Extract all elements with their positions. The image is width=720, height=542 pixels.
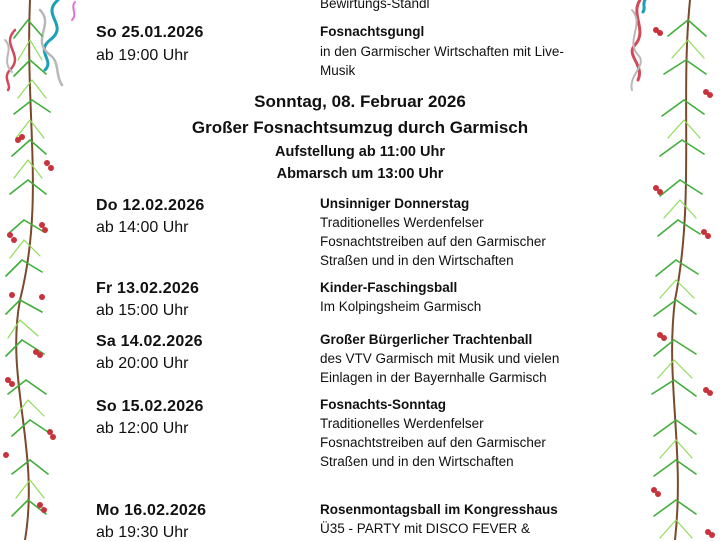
description-line: des VTV Garmisch mit Musik und vielen xyxy=(320,351,560,366)
event-time: ab 20:00 Uhr xyxy=(96,355,189,372)
event-title: Rosenmontagsball im Kongresshaus xyxy=(320,502,558,517)
description-line: Traditionelles Werdenfelser xyxy=(320,416,484,431)
event-date: Sa 14.02.2026 xyxy=(96,333,203,350)
event-description xyxy=(320,414,620,471)
description-line: Im Kolpingsheim Garmisch xyxy=(320,299,482,314)
event-time: ab 15:00 Uhr xyxy=(96,302,189,319)
description-line: Fosnachtstreiben auf den Garmischer xyxy=(320,234,546,249)
parade-date: Sonntag, 08. Februar 2026 xyxy=(254,92,466,111)
event-time: ab 12:00 Uhr xyxy=(96,420,189,437)
event-time: ab 14:00 Uhr xyxy=(96,219,189,236)
event-description xyxy=(320,519,620,538)
pine-garland-left-decoration xyxy=(0,0,80,540)
event-time: ab 19:30 Uhr xyxy=(96,524,189,541)
event-description xyxy=(320,213,620,270)
event-title: Unsinniger Donnerstag xyxy=(320,196,470,211)
description-line: Straßen und in den Wirtschaften xyxy=(320,454,514,469)
event-description xyxy=(320,297,620,316)
event-title: Großer Bürgerlicher Trachtenball xyxy=(320,332,533,347)
parade-title: Großer Fosnachtsumzug durch Garmisch xyxy=(191,118,529,137)
event-description xyxy=(320,349,620,387)
description-line: Musik xyxy=(320,63,356,78)
event-time: ab 19:00 Uhr xyxy=(96,47,189,64)
event-date: Do 12.02.2026 xyxy=(96,197,205,214)
parade-departure-time: Abmarsch um 13:00 Uhr xyxy=(276,166,444,182)
event-title: Kinder-Faschingsball xyxy=(320,280,458,295)
pine-garland-right-decoration xyxy=(620,0,720,540)
event-date: So 15.02.2026 xyxy=(96,398,204,415)
event-title: Fosnachtsgungl xyxy=(320,24,425,39)
event-date: Fr 13.02.2026 xyxy=(96,280,200,297)
description-line: Fosnachtstreiben auf den Garmischer xyxy=(320,435,546,450)
event-title: Fosnachts-Sonntag xyxy=(320,397,447,412)
event-date: Mo 16.02.2026 xyxy=(96,502,207,519)
description-line: Ü35 - PARTY mit DISCO FEVER & xyxy=(320,521,531,536)
description-line: Traditionelles Werdenfelser xyxy=(320,215,484,230)
parade-assembly-time: Aufstellung ab 11:00 Uhr xyxy=(274,144,445,160)
description-line: in den Garmischer Wirtschaften mit Live- xyxy=(320,44,564,59)
event-description xyxy=(320,42,620,80)
description-line: Einlagen in der Bayernhalle Garmisch xyxy=(320,370,547,385)
description-line: Straßen und in den Wirtschaften xyxy=(320,253,514,268)
event-description-partial: Bewirtungs-Standl xyxy=(320,0,430,11)
event-date: So 25.01.2026 xyxy=(96,24,204,41)
